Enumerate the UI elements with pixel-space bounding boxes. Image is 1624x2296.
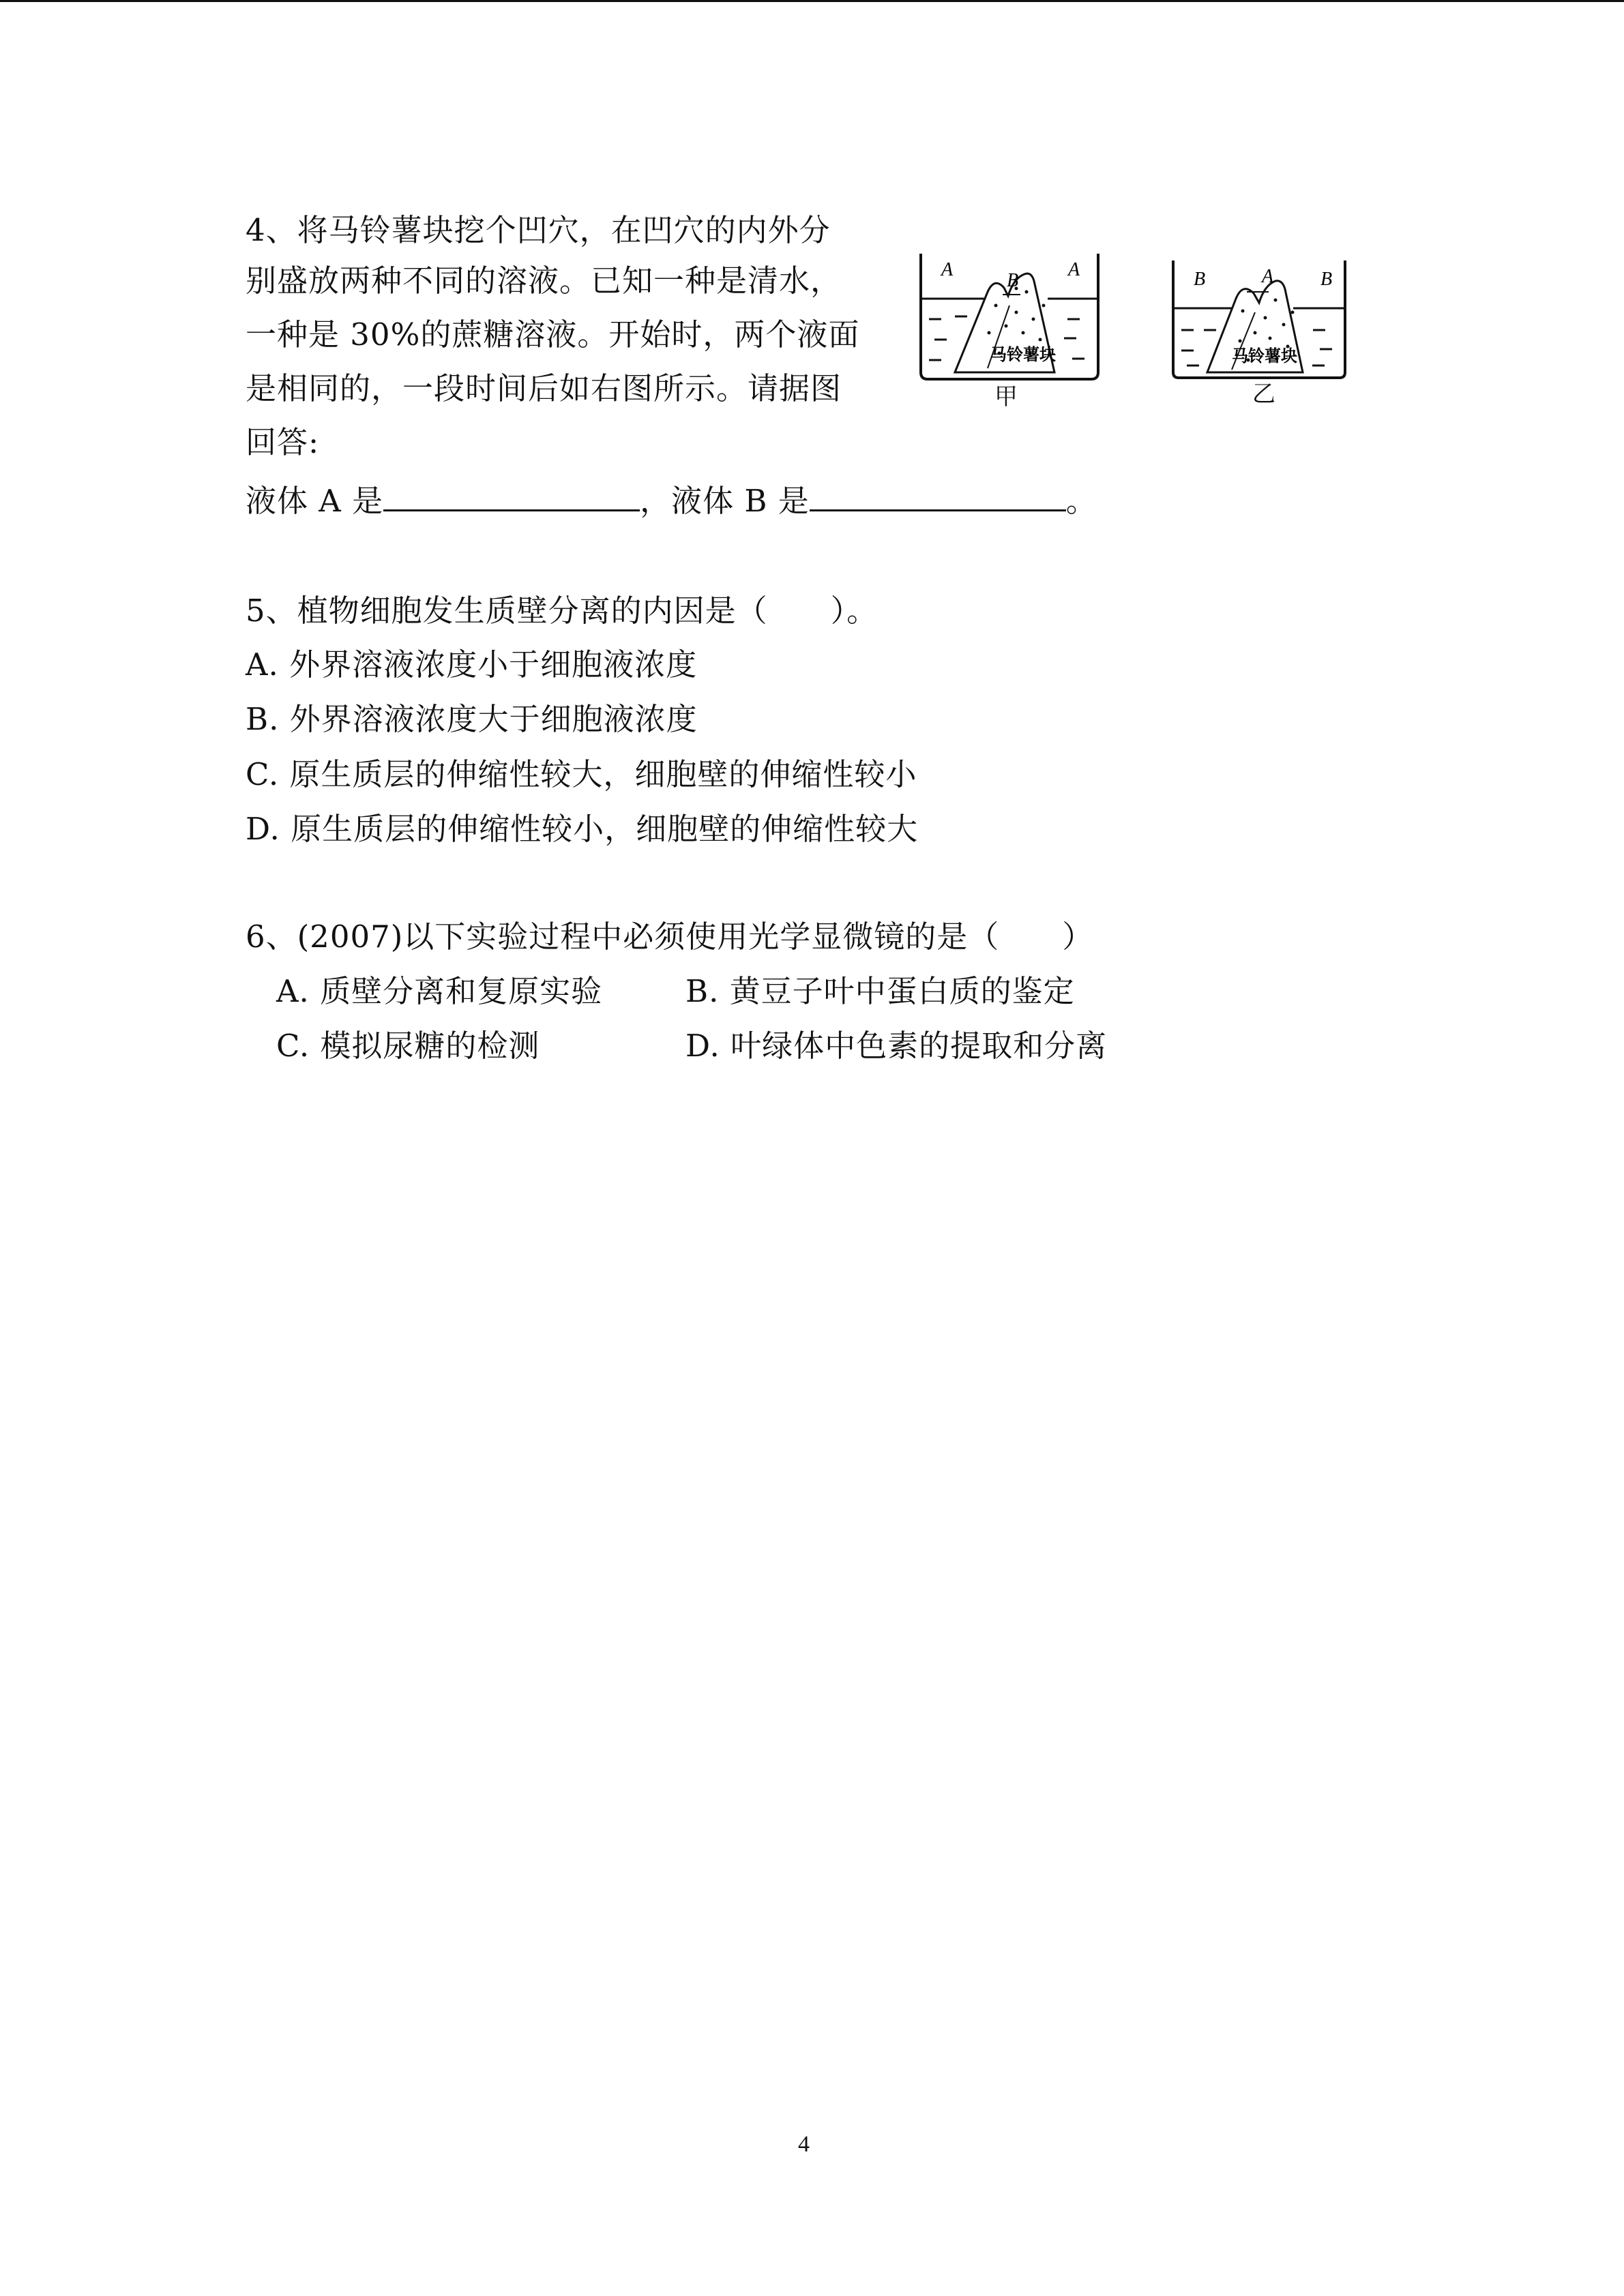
q4-line-1: 4、将马铃薯块挖个凹穴，在凹穴的内外分 bbox=[246, 212, 831, 248]
q4-line-3: 一种是 30%的蔗糖溶液。开始时，两个液面 bbox=[246, 316, 860, 353]
q5-option-d[interactable]: D. 原生质层的伸缩性较小，细胞壁的伸缩性较大 bbox=[246, 811, 919, 847]
q5-option-c[interactable]: C. 原生质层的伸缩性较大，细胞壁的伸缩性较小 bbox=[246, 756, 917, 792]
q6-option-a[interactable]: A. 质壁分离和复原实验 bbox=[276, 973, 603, 1009]
q5-option-b[interactable]: B. 外界溶液浓度大于细胞液浓度 bbox=[246, 701, 698, 737]
figure-yi-caption: 乙 bbox=[1252, 381, 1275, 408]
q4-answer-blank-b[interactable] bbox=[810, 479, 1066, 511]
page-number: 4 bbox=[798, 2132, 810, 2157]
figure-jia-caption: 甲 bbox=[994, 383, 1018, 411]
q6-option-c[interactable]: C. 模拟尿糖的检测 bbox=[276, 1028, 540, 1064]
q4-answer-blank-a[interactable] bbox=[383, 479, 640, 511]
q5-question: 5、植物细胞发生质壁分离的内因是（ ）。 bbox=[246, 593, 879, 629]
figure-yi-label-inner: A bbox=[1262, 266, 1274, 287]
figure-jia-label-inner: B bbox=[1007, 270, 1019, 291]
page-top-border bbox=[0, 0, 1624, 2]
q6-question: 6、(2007)以下实验过程中必须使用光学显微镜的是（ ） bbox=[246, 919, 1094, 955]
q6-option-b[interactable]: B. 黄豆子叶中蛋白质的鉴定 bbox=[685, 973, 1075, 1009]
q4-answer-mid: ，液体 B 是 bbox=[640, 483, 810, 519]
figure-yi-label-outer-right: B bbox=[1320, 269, 1333, 290]
figure-yi-potato-label: 马铃薯块 bbox=[1232, 346, 1297, 366]
q4-line-5: 回答: bbox=[246, 424, 320, 460]
figure-jia-potato-label: 马铃薯块 bbox=[990, 345, 1056, 364]
q4-answer-end: 。 bbox=[1065, 483, 1097, 519]
q6-option-d[interactable]: D. 叶绿体中色素的提取和分离 bbox=[685, 1028, 1108, 1064]
figure-jia-label-outer-right: A bbox=[1068, 259, 1080, 280]
figure-jia-label-outer-left: A bbox=[941, 259, 954, 280]
q4-answer-line bbox=[246, 479, 1097, 522]
figure-yi-label-outer-left: B bbox=[1194, 269, 1206, 290]
figure-jia-beaker bbox=[914, 251, 1119, 384]
q5-option-a[interactable]: A. 外界溶液浓度小于细胞液浓度 bbox=[246, 646, 698, 683]
q4-line-4: 是相同的，一段时间后如右图所示。请据图 bbox=[246, 370, 842, 406]
q4-line-2: 别盛放两种不同的溶液。已知一种是清水， bbox=[246, 263, 842, 299]
q4-answer-prefix-a: 液体 A 是 bbox=[246, 483, 384, 519]
figure-yi-beaker bbox=[1166, 258, 1357, 381]
